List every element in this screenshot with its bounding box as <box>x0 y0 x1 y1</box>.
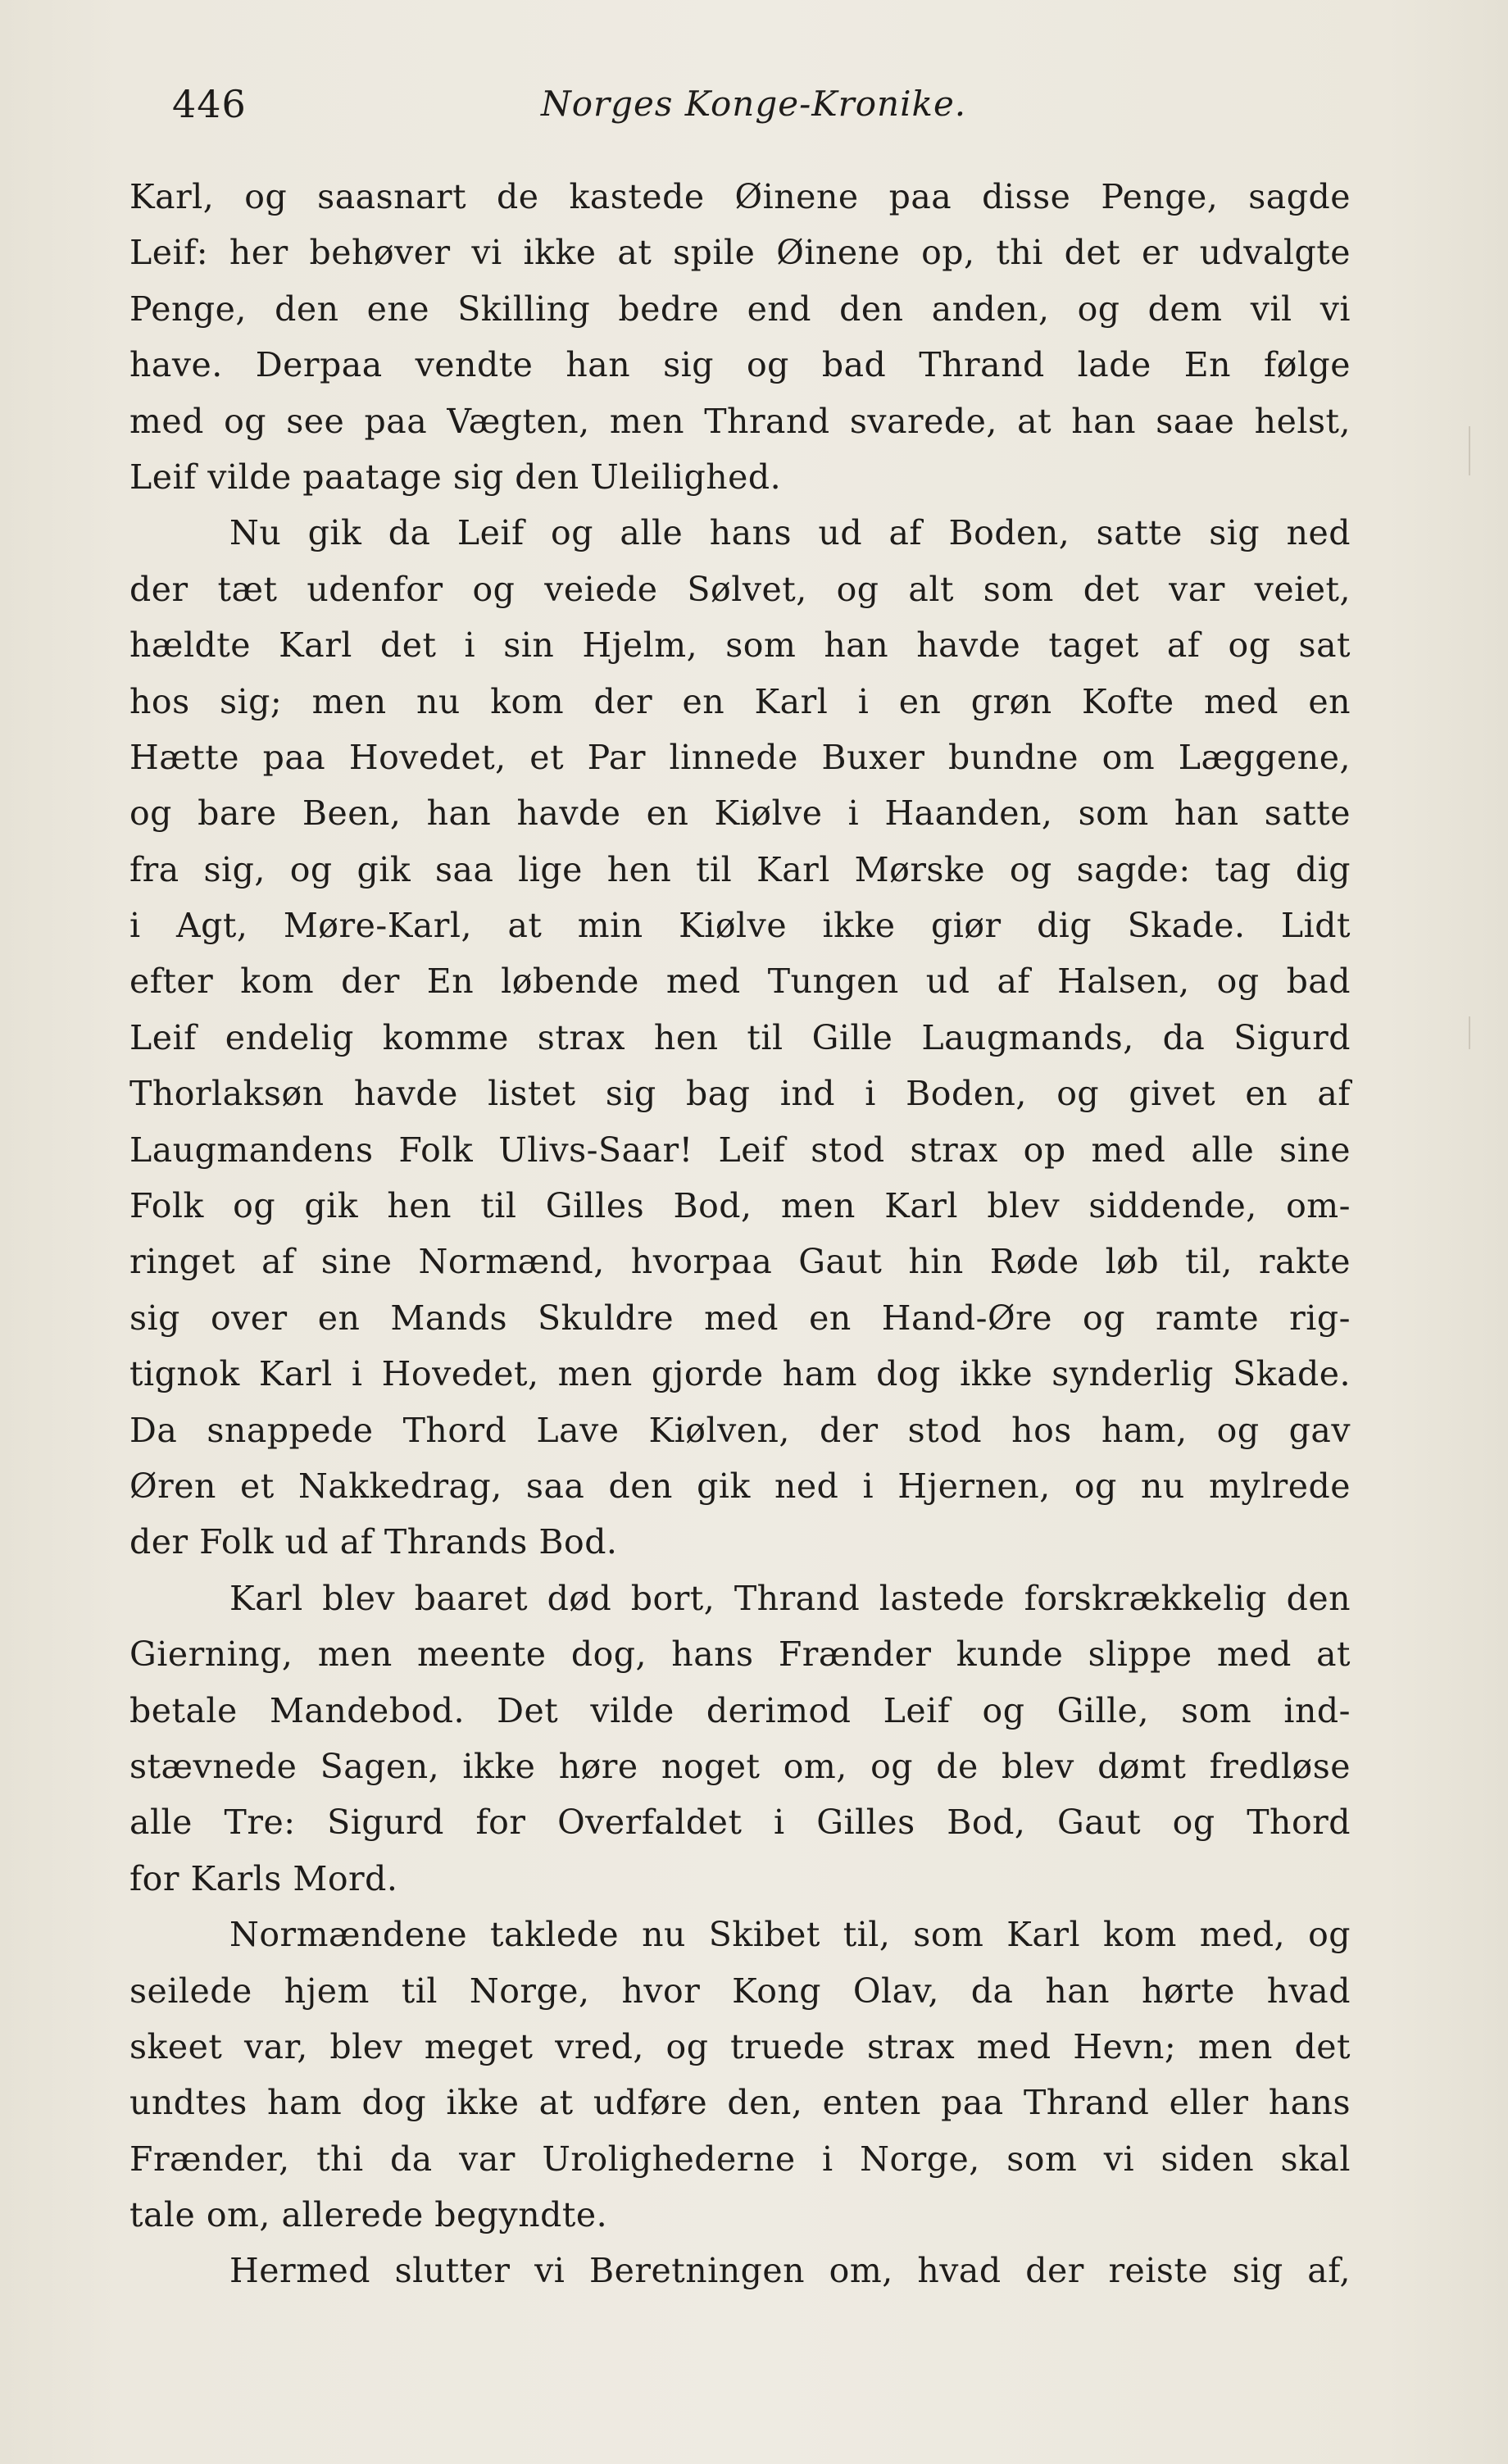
text-line: Leif: her behøver vi ikke at spile Øinene op, thi det er udvalgte <box>129 233 1351 273</box>
text-line: Thorlaksøn havde listet sig bag ind i Boden, og givet en af <box>129 1074 1351 1114</box>
text-line: Normændene taklede nu Skibet til, som Karl kom med, og <box>229 1915 1351 1955</box>
text-line: sig over en Mands Skuldre med en Hand-Øre og ramte rig- <box>129 1298 1351 1338</box>
text-line: Frænder, thi da var Urolighederne i Norge, som vi siden skal <box>129 2139 1351 2179</box>
text-line: Nu gik da Leif og alle hans ud af Boden, satte sig ned <box>229 513 1351 553</box>
text-line: undtes ham dog ikke at udføre den, enten paa Thrand eller hans <box>129 2083 1351 2123</box>
text-line: alle Tre: Sigurd for Overfaldet i Gilles Bod, Gaut og Thord <box>129 1803 1351 1843</box>
text-line: Hermed slutter vi Beretningen om, hvad der reiste sig af, <box>229 2251 1351 2291</box>
text-line: hos sig; men nu kom der en Karl i en grøn Kofte med en <box>129 681 1351 721</box>
text-line: Karl, og saasnart de kastede Øinene paa disse Penge, sagde <box>129 177 1351 216</box>
text-line: Øren et Nakkedrag, saa den gik ned i Hjernen, og nu mylrede <box>129 1466 1351 1506</box>
text-line: i Agt, Møre-Karl, at min Kiølve ikke giør dig Skade. Lidt <box>129 906 1351 946</box>
text-line: Laugmandens Folk Ulivs-Saar! Leif stod strax op med alle sine <box>129 1130 1351 1170</box>
body-text <box>129 169 1351 2299</box>
text-line: efter kom der En løbende med Tungen ud af Halsen, og bad <box>129 962 1351 1002</box>
text-line: ringet af sine Normænd, hvorpaa Gaut hin Røde løb til, rakte <box>129 1242 1351 1282</box>
text-line: tignok Karl i Hovedet, men gjorde ham dog ikke synderlig Skade. <box>129 1354 1351 1394</box>
text-line: Karl blev baaret død bort, Thrand lastede forskrækkelig den <box>229 1578 1351 1618</box>
text-line: med og see paa Vægten, men Thrand svarede, at han saae helst, <box>129 401 1351 441</box>
text-line: der Folk ud af Thrands Bod. <box>129 1522 618 1562</box>
text-line: for Karls Mord. <box>129 1858 398 1898</box>
text-line: skeet var, blev meget vred, og truede strax med Hevn; men det <box>129 2026 1351 2066</box>
text-line: Penge, den ene Skilling bedre end den anden, og dem vil vi <box>129 289 1351 329</box>
text-line: seilede hjem til Norge, hvor Kong Olav, da han hørte hvad <box>129 1971 1351 2011</box>
text-line: Hætte paa Hovedet, et Par linnede Buxer bundne om Læggene, <box>129 737 1351 777</box>
margin-stain <box>1469 426 1470 475</box>
page-number: 446 <box>172 82 247 126</box>
text-line: Gierning, men meente dog, hans Frænder kunde slippe med at <box>129 1634 1351 1675</box>
text-line: Leif endelig komme strax hen til Gille Laugmands, da Sigurd <box>129 1017 1351 1057</box>
page-header <box>0 75 1508 133</box>
text-line: hældte Karl det i sin Hjelm, som han havde taget af og sat <box>129 625 1351 666</box>
text-line: der tæt udenfor og veiede Sølvet, og alt som det var veiet, <box>129 569 1351 609</box>
text-line: stævnede Sagen, ikke høre noget om, og de blev dømt fredløse <box>129 1746 1351 1786</box>
text-line: og bare Been, han havde en Kiølve i Haanden, som han satte <box>129 793 1351 834</box>
text-line: Da snappede Thord Lave Kiølven, der stod hos ham, og gav <box>129 1410 1351 1450</box>
text-line: have. Derpaa vendte han sig og bad Thrand lade En følge <box>129 345 1351 385</box>
text-line: Leif vilde paatage sig den Uleilighed. <box>129 457 782 497</box>
text-line: tale om, allerede begyndte. <box>129 2195 608 2235</box>
text-line: fra sig, og gik saa lige hen til Karl Mørske og sagde: tag dig <box>129 849 1351 889</box>
text-line: Folk og gik hen til Gilles Bod, men Karl blev siddende, om- <box>129 1186 1351 1226</box>
text-line: betale Mandebod. Det vilde derimod Leif og Gille, som ind- <box>129 1690 1351 1730</box>
margin-stain <box>1469 1016 1470 1049</box>
running-title: Norges Konge-Kronike. <box>541 84 967 124</box>
